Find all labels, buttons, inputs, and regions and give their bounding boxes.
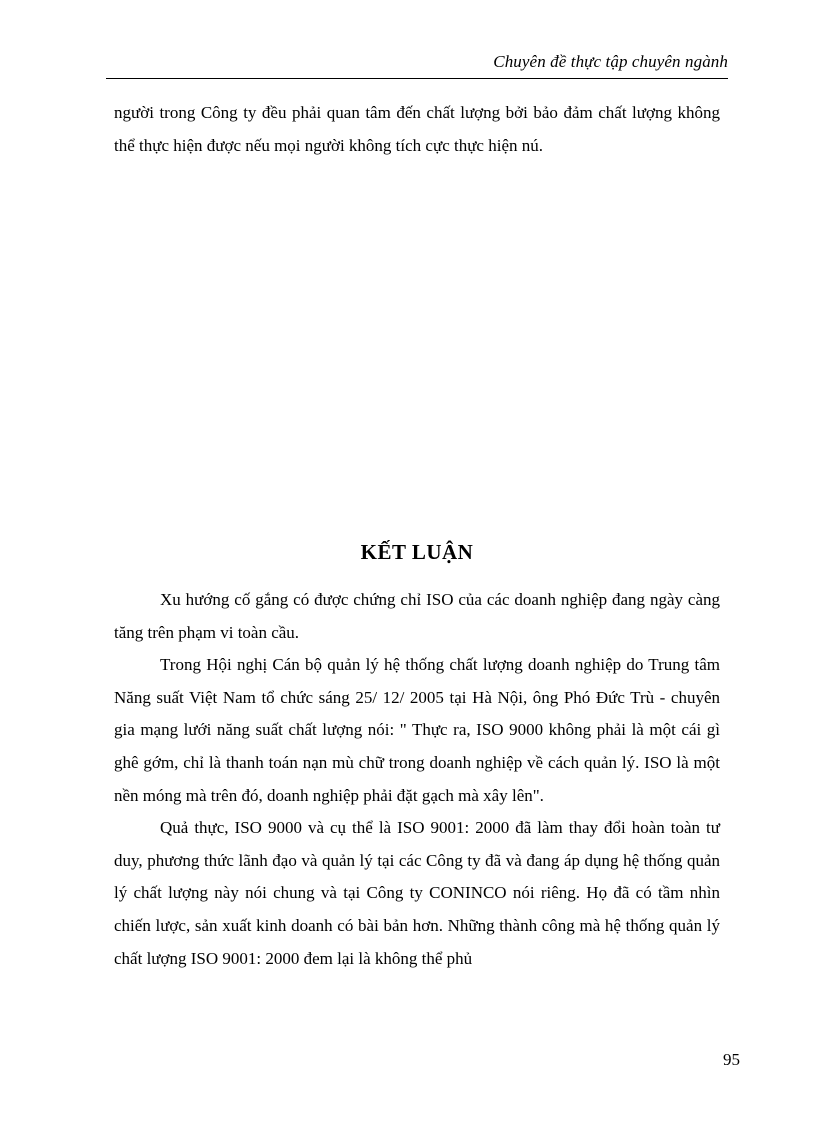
intro-section — [114, 97, 720, 162]
page-header — [106, 50, 728, 79]
page-number: 95 — [723, 1050, 740, 1069]
conclusion-section — [114, 584, 720, 975]
conclusion-paragraph-2: Trong Hội nghị Cán bộ quản lý hệ thống chất lượng doanh nghiệp do Trung tâm Năng suất Việt Nam tổ chức sáng 25/ 12/ 2005 tại Hà Nội, ông Phó Đức Trù - chuyên gia mạng lưới năng suất chất lượng nói: " Thực ra, ISO 9000 không phải là một cái gì ghê gớm, chỉ là thanh toán nạn mù chữ trong doanh nghiệp về cách quản lý. ISO là một nền móng mà trên đó, doanh nghiệp phải đặt gạch mà xây lên". — [114, 655, 720, 805]
intro-paragraph: người trong Công ty đều phải quan tâm đến chất lượng bởi bảo đảm chất lượng không thể thực hiện được nếu mọi người không tích cực thực hiện nú. — [114, 103, 720, 155]
header-title: Chuyên đề thực tập chuyên ngành — [493, 52, 728, 71]
conclusion-paragraph-3: Quả thực, ISO 9000 và cụ thể là ISO 9001: 2000 đã làm thay đổi hoàn toàn tư duy, phương thức lãnh đạo và quản lý tại các Công ty đã và đang áp dụng hệ thống quản lý chất lượng này nói chung và tại Công ty CONINCO nói riêng. Họ đã có tầm nhìn chiến lược, sản xuất kinh doanh có bài bản hơn. Những thành công mà hệ thống quản lý chất lượng ISO 9001: 2000 đem lại là không thể phủ — [114, 818, 720, 968]
conclusion-paragraph-1: Xu hướng cố gắng có được chứng chỉ ISO của các doanh nghiệp đang ngày càng tăng trên phạm vi toàn cầu. — [114, 590, 720, 642]
conclusion-title: KẾT LUẬN — [360, 540, 474, 564]
